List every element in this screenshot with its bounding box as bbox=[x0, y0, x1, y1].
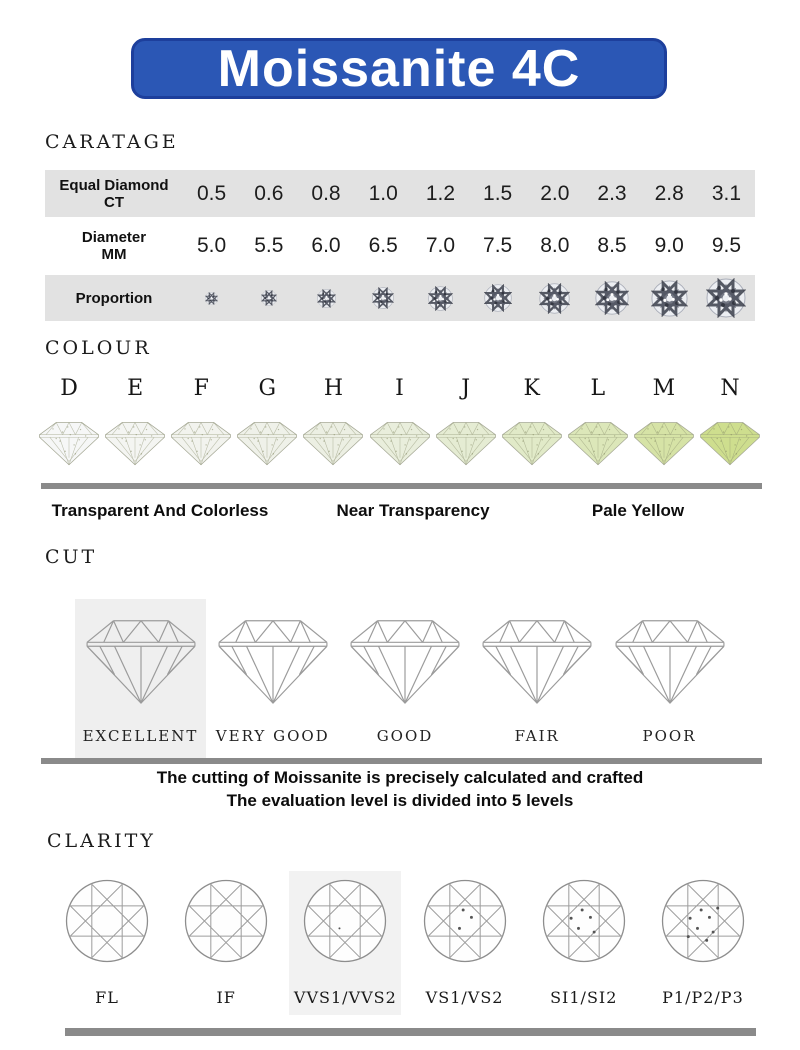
table-row-mm bbox=[45, 217, 755, 275]
clarity-levels-row bbox=[51, 871, 759, 1015]
clarity-level-label: VVS1/VVS2 bbox=[293, 988, 397, 1007]
colour-grade: L bbox=[590, 376, 606, 401]
colour-diamond-icon bbox=[697, 414, 763, 472]
proportion-gem-icon bbox=[698, 278, 755, 318]
cut-level-label: FAIR bbox=[514, 727, 560, 745]
colour-grade: G bbox=[258, 376, 277, 401]
cut-diagram-icon bbox=[214, 608, 332, 713]
clarity-level-label: VS1/VS2 bbox=[425, 988, 504, 1007]
colour-diamond-icon bbox=[565, 414, 631, 472]
cut-level-label: POOR bbox=[642, 727, 697, 745]
colour-grade: K bbox=[523, 376, 540, 401]
cut-level-poor bbox=[604, 599, 735, 758]
mm-value: 6.5 bbox=[368, 234, 398, 257]
clarity-heading: CLARITY bbox=[47, 830, 156, 852]
cut-levels-row bbox=[75, 599, 735, 758]
colour-diamond-icon bbox=[168, 414, 234, 472]
cut-level-very-good bbox=[207, 599, 338, 758]
ct-value: 2.3 bbox=[597, 181, 627, 205]
colour-heading: COLOUR bbox=[45, 337, 152, 359]
mm-value: 7.5 bbox=[483, 234, 513, 257]
cut-level-fair bbox=[472, 599, 603, 758]
proportion-gem-icon bbox=[355, 287, 412, 309]
cut-heading: CUT bbox=[45, 546, 98, 568]
proportion-gem-icon bbox=[297, 289, 354, 308]
proportion-gem-icon bbox=[183, 292, 240, 305]
proportion-gem-icon bbox=[583, 281, 640, 315]
ct-value: 0.5 bbox=[197, 181, 227, 205]
ct-value: 0.8 bbox=[311, 181, 341, 205]
table-row-ct bbox=[45, 170, 755, 217]
colour-diamond-icon bbox=[234, 414, 300, 472]
page-title: Moissanite 4C bbox=[217, 39, 581, 98]
ct-value: 3.1 bbox=[711, 181, 742, 205]
mm-label-line1: Diameter bbox=[81, 229, 147, 246]
clarity-diagram-icon bbox=[538, 875, 630, 972]
clarity-level-label: SI1/SI2 bbox=[550, 988, 618, 1007]
table-row-proportion bbox=[45, 275, 755, 321]
clarity-diagram-icon bbox=[61, 875, 153, 972]
clarity-level-fl bbox=[51, 871, 163, 1015]
mm-label-line2: MM bbox=[101, 246, 127, 263]
clarity-level-vs bbox=[409, 871, 521, 1015]
ct-value: 1.5 bbox=[483, 181, 513, 205]
ct-row-label bbox=[45, 177, 183, 211]
mm-value: 8.5 bbox=[597, 234, 627, 257]
colour-grade: E bbox=[127, 376, 144, 401]
ct-value: 1.0 bbox=[368, 181, 398, 205]
colour-divider-bar bbox=[41, 483, 762, 489]
mm-row-label bbox=[45, 229, 183, 263]
ct-value: 1.2 bbox=[425, 181, 456, 205]
colour-diamond-row bbox=[36, 414, 763, 472]
colour-diamond-icon bbox=[366, 414, 432, 472]
cut-level-label: GOOD bbox=[376, 727, 434, 745]
clarity-diagram-icon bbox=[180, 875, 272, 972]
colour-diamond-icon bbox=[433, 414, 499, 472]
mm-value: 6.0 bbox=[311, 234, 341, 257]
colour-grade: J bbox=[461, 376, 471, 401]
cut-level-excellent bbox=[75, 599, 206, 758]
mm-value: 5.5 bbox=[254, 234, 284, 257]
ct-value: 2.8 bbox=[654, 181, 684, 205]
colour-group-label: Transparent And Colorless bbox=[51, 501, 269, 520]
caratage-heading: CARATAGE bbox=[45, 131, 179, 153]
proportion-gem-icon bbox=[526, 283, 583, 314]
mm-value: 9.5 bbox=[711, 234, 742, 257]
colour-group-label: Pale Yellow bbox=[591, 501, 685, 520]
colour-grade: D bbox=[60, 376, 78, 401]
colour-grade-letters bbox=[36, 376, 763, 401]
cut-caption bbox=[0, 766, 800, 812]
colour-diamond-icon bbox=[102, 414, 168, 472]
colour-diamond-icon bbox=[300, 414, 366, 472]
clarity-level-if bbox=[170, 871, 282, 1015]
cut-diagram-icon bbox=[82, 608, 200, 713]
mm-value: 8.0 bbox=[540, 234, 570, 257]
clarity-divider-bar bbox=[65, 1028, 756, 1036]
cut-level-label: EXCELLENT bbox=[82, 727, 199, 745]
caratage-table bbox=[45, 170, 755, 321]
ct-label-line2: CT bbox=[104, 193, 124, 211]
proportion-gem-icon bbox=[641, 280, 698, 317]
cut-level-label: VERY GOOD bbox=[215, 727, 330, 745]
ct-value: 2.0 bbox=[540, 181, 570, 205]
colour-grade: F bbox=[193, 376, 209, 401]
colour-diamond-icon bbox=[499, 414, 565, 472]
colour-diamond-icon bbox=[36, 414, 102, 472]
clarity-level-label: FL bbox=[95, 988, 119, 1007]
mm-value: 9.0 bbox=[654, 234, 684, 257]
clarity-diagram-icon bbox=[299, 875, 391, 972]
proportion-gem-icon bbox=[240, 290, 297, 306]
clarity-level-label: IF bbox=[216, 988, 236, 1007]
clarity-level-si bbox=[528, 871, 640, 1015]
mm-value: 5.0 bbox=[197, 234, 227, 257]
proportion-label: Proportion bbox=[75, 289, 153, 307]
colour-group-label: Near Transparency bbox=[336, 501, 490, 520]
proportion-gem-icon bbox=[469, 284, 526, 312]
colour-grade: M bbox=[652, 376, 676, 401]
proportion-row-label bbox=[45, 290, 183, 307]
colour-grade: I bbox=[395, 376, 404, 401]
cut-diagram-icon bbox=[478, 608, 596, 713]
cut-caption-line2: The evaluation level is divided into 5 levels bbox=[226, 791, 574, 810]
ct-value: 0.6 bbox=[254, 181, 284, 205]
cut-caption-line1: The cutting of Moissanite is precisely calculated and crafted bbox=[156, 768, 644, 787]
title-banner bbox=[131, 38, 667, 99]
clarity-level-vvs bbox=[289, 871, 401, 1015]
clarity-diagram-icon bbox=[419, 875, 511, 972]
ct-label-line1: Equal Diamond bbox=[59, 176, 169, 194]
colour-grade: N bbox=[720, 376, 740, 401]
cut-diagram-icon bbox=[346, 608, 464, 713]
clarity-diagram-icon bbox=[657, 875, 749, 972]
colour-grade: H bbox=[323, 376, 344, 401]
clarity-level-p bbox=[647, 871, 759, 1015]
cut-level-good bbox=[340, 599, 471, 758]
mm-value: 7.0 bbox=[425, 234, 456, 257]
proportion-gem-icon bbox=[412, 286, 469, 311]
cut-diagram-icon bbox=[611, 608, 729, 713]
clarity-level-label: P1/P2/P3 bbox=[662, 988, 744, 1007]
colour-diamond-icon bbox=[631, 414, 697, 472]
cut-divider-bar bbox=[41, 758, 762, 764]
